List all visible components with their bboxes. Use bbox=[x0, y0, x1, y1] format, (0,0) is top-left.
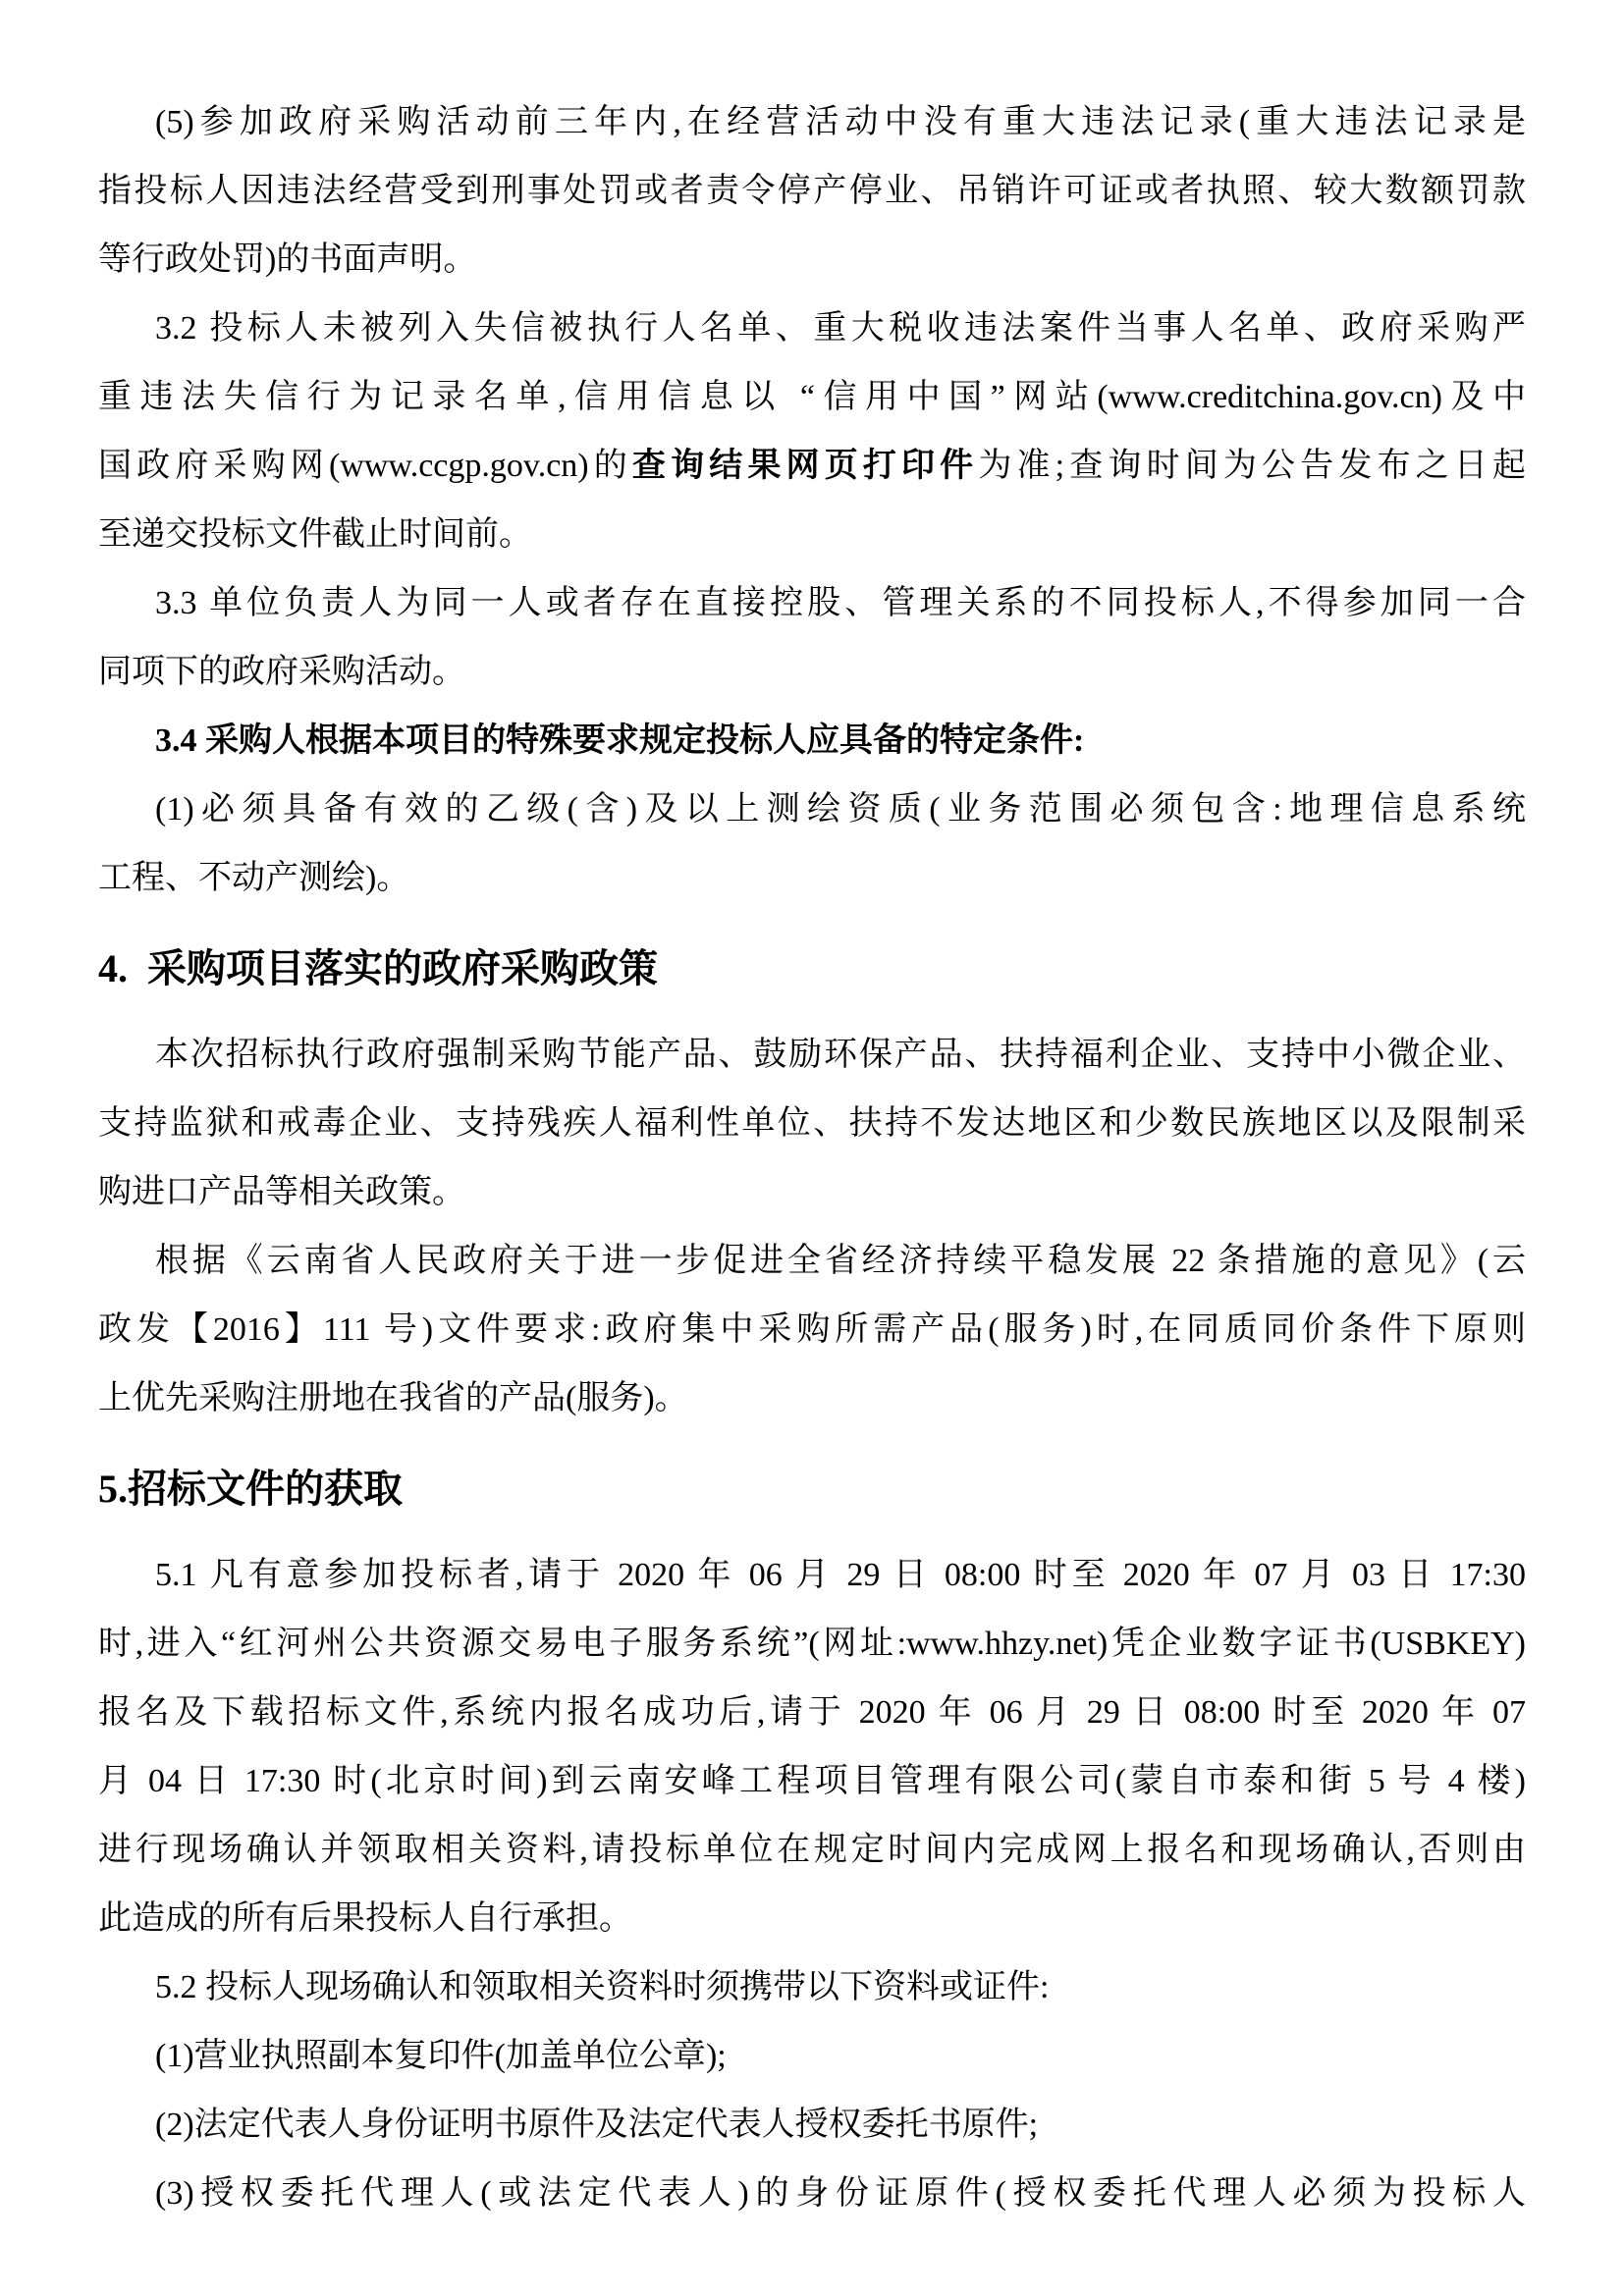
section-4-para-2-line-3: 上优先采购注册地在我省的产品(服务)。 bbox=[98, 1380, 688, 1416]
clause-5-1-line-4: 月 04 日 17:30 时(北京时间)到云南安峰工程项目管理有限公司(蒙自市泰和街 5 号 4 楼) bbox=[98, 1763, 1526, 1799]
clause-3-1-item-5-line-1: (5)参加政府采购活动前三年内,在经营活动中没有重大违法记录(重大违法记录是 bbox=[155, 104, 1526, 140]
section-4-para-1-line-1: 本次招标执行政府强制采购节能产品、鼓励环保产品、扶持福利企业、支持中小微企业、 bbox=[155, 1037, 1526, 1073]
clause-3-2-line-3 bbox=[98, 432, 1526, 501]
clause-5-1-line-3: 报名及下载招标文件,系统内报名成功后,请于 2020 年 06 月 29 日 08:00 时至 2020 年 07 bbox=[98, 1694, 1526, 1731]
clause-3-2-line-4: 至递交投标文件截止时间前。 bbox=[98, 516, 532, 553]
clause-3-2-line-3-normal-a: 国政府采购网(www.ccgp.gov.cn)的 bbox=[98, 448, 632, 484]
clause-5-1-line-6: 此造成的所有后果投标人自行承担。 bbox=[98, 1900, 632, 1937]
clause-3-2-line-1: 3.2 投标人未被列入失信被执行人名单、重大税收违法案件当事人名单、政府采购严 bbox=[155, 310, 1526, 347]
clause-5-2-item-2: (2)法定代表人身份证明书原件及法定代表人授权委托书原件; bbox=[155, 2107, 1039, 2143]
clause-3-4-heading: 3.4 采购人根据本项目的特殊要求规定投标人应具备的特定条件: bbox=[155, 722, 1085, 759]
clause-5-1-line-5: 进行现场确认并领取相关资料,请投标单位在规定时间内完成网上报名和现场确认,否则由 bbox=[98, 1832, 1526, 1868]
section-4-para-2-line-2: 政发【2016】111 号)文件要求:政府集中采购所需产品(服务)时,在同质同价条件下原则 bbox=[98, 1311, 1526, 1348]
section-heading-5: 5.招标文件的获取 bbox=[98, 1467, 403, 1511]
clause-5-1-line-1: 5.1 凡有意参加投标者,请于 2020 年 06 月 29 日 08:00 时至 2020 年 07 月 03 日 17:30 bbox=[155, 1557, 1526, 1593]
section-4-para-1-line-3: 购进口产品等相关政策。 bbox=[98, 1174, 465, 1210]
clause-3-4-item-1-line-1: (1)必须具备有效的乙级(含)及以上测绘资质(业务范围必须包含:地理信息系统 bbox=[155, 791, 1526, 828]
clause-5-2-item-1: (1)营业执照副本复印件(加盖单位公章); bbox=[155, 2038, 727, 2074]
section-4-para-1-line-2: 支持监狱和戒毒企业、支持残疾人福利性单位、扶持不发达地区和少数民族地区以及限制采 bbox=[98, 1105, 1526, 1142]
clause-5-1-line-2: 时,进入“红河州公共资源交易电子服务系统”(网址:www.hhzy.net)凭企业数字证书(USBKEY) bbox=[98, 1626, 1526, 1662]
clause-3-1-item-5-line-3: 等行政处罚)的书面声明。 bbox=[98, 241, 477, 278]
clause-3-2-line-2: 重违法失信行为记录名单,信用信息以 “信用中国”网站(www.creditchina.gov.cn)及中 bbox=[98, 379, 1526, 415]
section-heading-4: 4. 采购项目落实的政府采购政策 bbox=[98, 946, 658, 990]
clause-5-2-item-3-line-1: (3)授权委托代理人(或法定代表人)的身份证原件(授权委托代理人必须为投标人 bbox=[155, 2175, 1526, 2212]
section-4-para-2-line-1: 根据《云南省人民政府关于进一步促进全省经济持续平稳发展 22 条措施的意见》(云 bbox=[155, 1243, 1526, 1279]
clause-3-1-item-5-line-2: 指投标人因违法经营受到刑事处罚或者责令停产停业、吊销许可证或者执照、较大数额罚款 bbox=[98, 173, 1526, 209]
clause-3-2-line-3-normal-b: 为准;查询时间为公告发布之日起 bbox=[978, 448, 1526, 484]
clause-3-2-line-3-bold: 查询结果网页打印件 bbox=[631, 448, 979, 484]
clause-3-3-line-1: 3.3 单位负责人为同一人或者存在直接控股、管理关系的不同投标人,不得参加同一合 bbox=[155, 585, 1526, 621]
clause-5-2-heading: 5.2 投标人现场确认和领取相关资料时须携带以下资料或证件: bbox=[155, 1969, 1050, 2005]
clause-3-4-item-1-line-2: 工程、不动产测绘)。 bbox=[98, 860, 410, 896]
clause-3-3-line-2: 同项下的政府采购活动。 bbox=[98, 654, 465, 690]
